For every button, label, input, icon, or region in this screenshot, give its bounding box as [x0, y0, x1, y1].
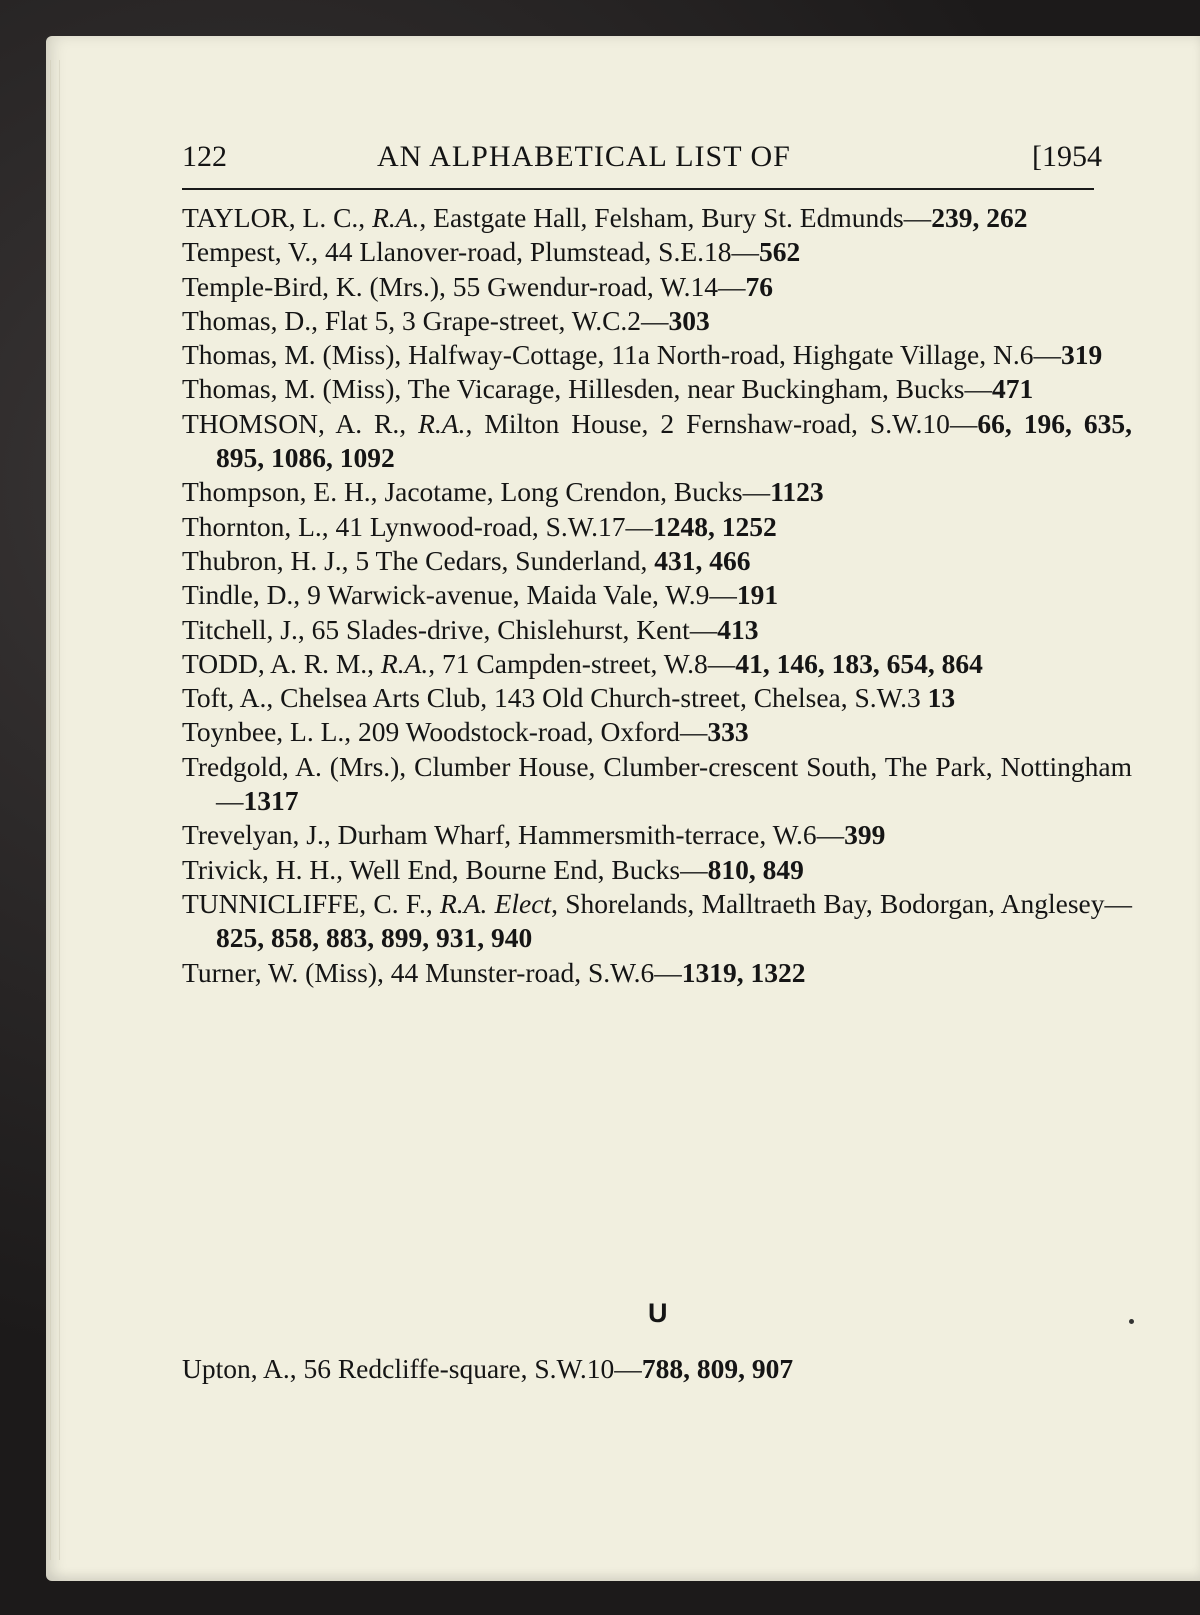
- list-entry: [182, 475, 1132, 509]
- entry-title-ra: R.A.: [372, 202, 420, 233]
- page-number: 122: [182, 140, 227, 173]
- entry-name: Toynbee, L. L.,: [182, 716, 359, 748]
- entry-numbers: 41, 146, 183, 654, 864: [735, 647, 983, 679]
- entry-name: Thornton, L.,: [182, 510, 336, 542]
- entry-numbers: 13: [927, 682, 956, 714]
- entry-name: Thomas, M. (Miss),: [182, 339, 409, 371]
- entry-name: Thubron, H. J.,: [182, 544, 356, 576]
- entry-address: , Eastgate Hall, Felsham, Bury St. Edmunds—: [419, 202, 932, 233]
- running-title: AN ALPHABETICAL LIST OF: [377, 140, 791, 173]
- entry-numbers: 471: [991, 373, 1034, 405]
- entry-numbers: 810, 849: [707, 853, 804, 885]
- entry-name: Tredgold, A. (Mrs.),: [182, 750, 415, 782]
- entry-name: THOMSON, A. R.,: [182, 407, 419, 439]
- entry-numbers: 1319, 1322: [681, 956, 806, 988]
- page-edge: [50, 60, 60, 1560]
- list-entry: [182, 304, 1132, 338]
- list-entry: [182, 956, 1132, 990]
- entry-address: , Shorelands, Malltraeth Bay, Bodorgan, Anglesey—: [551, 887, 1132, 919]
- entry-name: Thomas, D.,: [182, 304, 325, 336]
- entry-title-ra: R.A.: [418, 407, 466, 439]
- entry-name: Tindle, D.,: [182, 579, 308, 611]
- list-entry: [182, 578, 1132, 612]
- entry-name: Temple-Bird, K. (Mrs.),: [182, 270, 453, 302]
- entry-numbers: 319: [1060, 339, 1103, 371]
- entry-name: Thomas, M. (Miss),: [182, 373, 408, 405]
- entry-address: 56 Redcliffe-square, S.W.10—: [303, 1353, 642, 1384]
- list-entry: [182, 853, 1132, 887]
- entry-name: Titchell, J.,: [182, 613, 312, 645]
- entry-title-ra: R.A.: [380, 647, 429, 679]
- list-entry: [182, 201, 1132, 235]
- entry-name: TUNNICLIFFE, C. F.,: [182, 887, 440, 919]
- entry-name: TODD, A. R. M.,: [182, 647, 381, 679]
- entry-address: 44 Llanover-road, Plumstead, S.E.18—: [324, 236, 759, 268]
- entry-name: Trevelyan, J.,: [182, 819, 338, 851]
- list-entry: [182, 270, 1132, 304]
- list-entry: [182, 338, 1132, 372]
- list-entry: [182, 681, 1132, 715]
- entry-address: Clumber House, Clumber-crescent South, The Park, Nottingham—: [216, 750, 1132, 817]
- list-entry: [182, 750, 1132, 819]
- list-entry: [182, 407, 1132, 476]
- entry-title-ra: R.A. Elect: [439, 887, 552, 919]
- year-label: [1954: [1032, 140, 1102, 173]
- entry-address: The Vicarage, Hillesden, near Buckingham, Bucks—: [407, 373, 992, 405]
- entry-list: [182, 201, 1132, 990]
- entry-numbers: 1248, 1252: [653, 510, 777, 542]
- entry-address: 5 The Cedars, Sunderland,: [355, 544, 655, 576]
- list-entry: [182, 544, 1132, 578]
- entry-name: Tempest, V.,: [182, 236, 325, 268]
- header-rule: [182, 188, 1094, 190]
- entry-address: 65 Slades-drive, Chislehurst, Kent—: [311, 613, 718, 645]
- entry-numbers: 76: [745, 270, 773, 302]
- entry-numbers: 1123: [770, 476, 824, 508]
- entry-address: Flat 5, 3 Grape-street, W.C.2—: [324, 304, 669, 336]
- list-entry: [182, 647, 1132, 681]
- entry-numbers: 303: [668, 304, 710, 336]
- entry-numbers: 66, 196, 635, 895, 1086, 1092: [216, 407, 1132, 474]
- entry-address: , 71 Campden-street, W.8—: [428, 647, 736, 679]
- entry-numbers: 431, 466: [654, 544, 751, 576]
- entry-name: Upton, A.,: [182, 1353, 304, 1384]
- entry-numbers: 399: [844, 819, 886, 851]
- entry-address: 41 Lynwood-road, S.W.17—: [335, 510, 654, 542]
- entry-name: TAYLOR, L. C.,: [182, 202, 373, 233]
- list-entry: [182, 818, 1132, 852]
- list-entry: [182, 715, 1132, 749]
- entry-address: Chelsea Arts Club, 143 Old Church-street, Chelsea, S.W.3: [280, 682, 928, 714]
- section-letter: U: [648, 1298, 668, 1328]
- page-header: [182, 134, 1102, 178]
- ink-speck: [1129, 1319, 1134, 1324]
- entry-name: Toft, A.,: [182, 682, 281, 714]
- list-entry-upton: [182, 1352, 1132, 1386]
- list-entry: [182, 613, 1132, 647]
- entry-numbers: 191: [736, 579, 779, 611]
- entry-numbers: 239, 262: [931, 202, 1028, 233]
- entry-address: 9 Warwick-avenue, Maida Vale, W.9—: [307, 579, 737, 611]
- entry-numbers: 562: [759, 236, 801, 268]
- entry-name: Thompson, E. H.,: [182, 476, 385, 508]
- list-entry: [182, 510, 1132, 544]
- list-entry: [182, 887, 1132, 956]
- entry-address: 44 Munster-road, S.W.6—: [390, 956, 682, 988]
- entry-name: Turner, W. (Miss),: [182, 956, 391, 988]
- entry-address: 55 Gwendur-road, W.14—: [452, 270, 746, 302]
- entry-numbers: 333: [707, 716, 749, 748]
- list-entry: [182, 235, 1132, 269]
- entry-address: , Milton House, 2 Fernshaw-road, S.W.10—: [465, 407, 978, 439]
- list-entry: [182, 372, 1132, 406]
- entry-numbers: 413: [717, 613, 759, 645]
- entry-numbers: 1317: [243, 785, 299, 817]
- entry-address: Well End, Bourne End, Bucks—: [349, 853, 708, 885]
- entry-numbers: 788, 809, 907: [641, 1353, 794, 1384]
- entry-address: Jacotame, Long Crendon, Bucks—: [384, 476, 771, 508]
- entry-name: Trivick, H. H.,: [182, 853, 350, 885]
- entry-address: Halfway-Cottage, 11a North-road, Highgate Village, N.6—: [408, 339, 1061, 371]
- entry-numbers: 825, 858, 883, 899, 931, 940: [216, 922, 533, 954]
- entry-address: 209 Woodstock-road, Oxford—: [358, 716, 708, 748]
- entry-address: Durham Wharf, Hammersmith-terrace, W.6—: [337, 819, 845, 851]
